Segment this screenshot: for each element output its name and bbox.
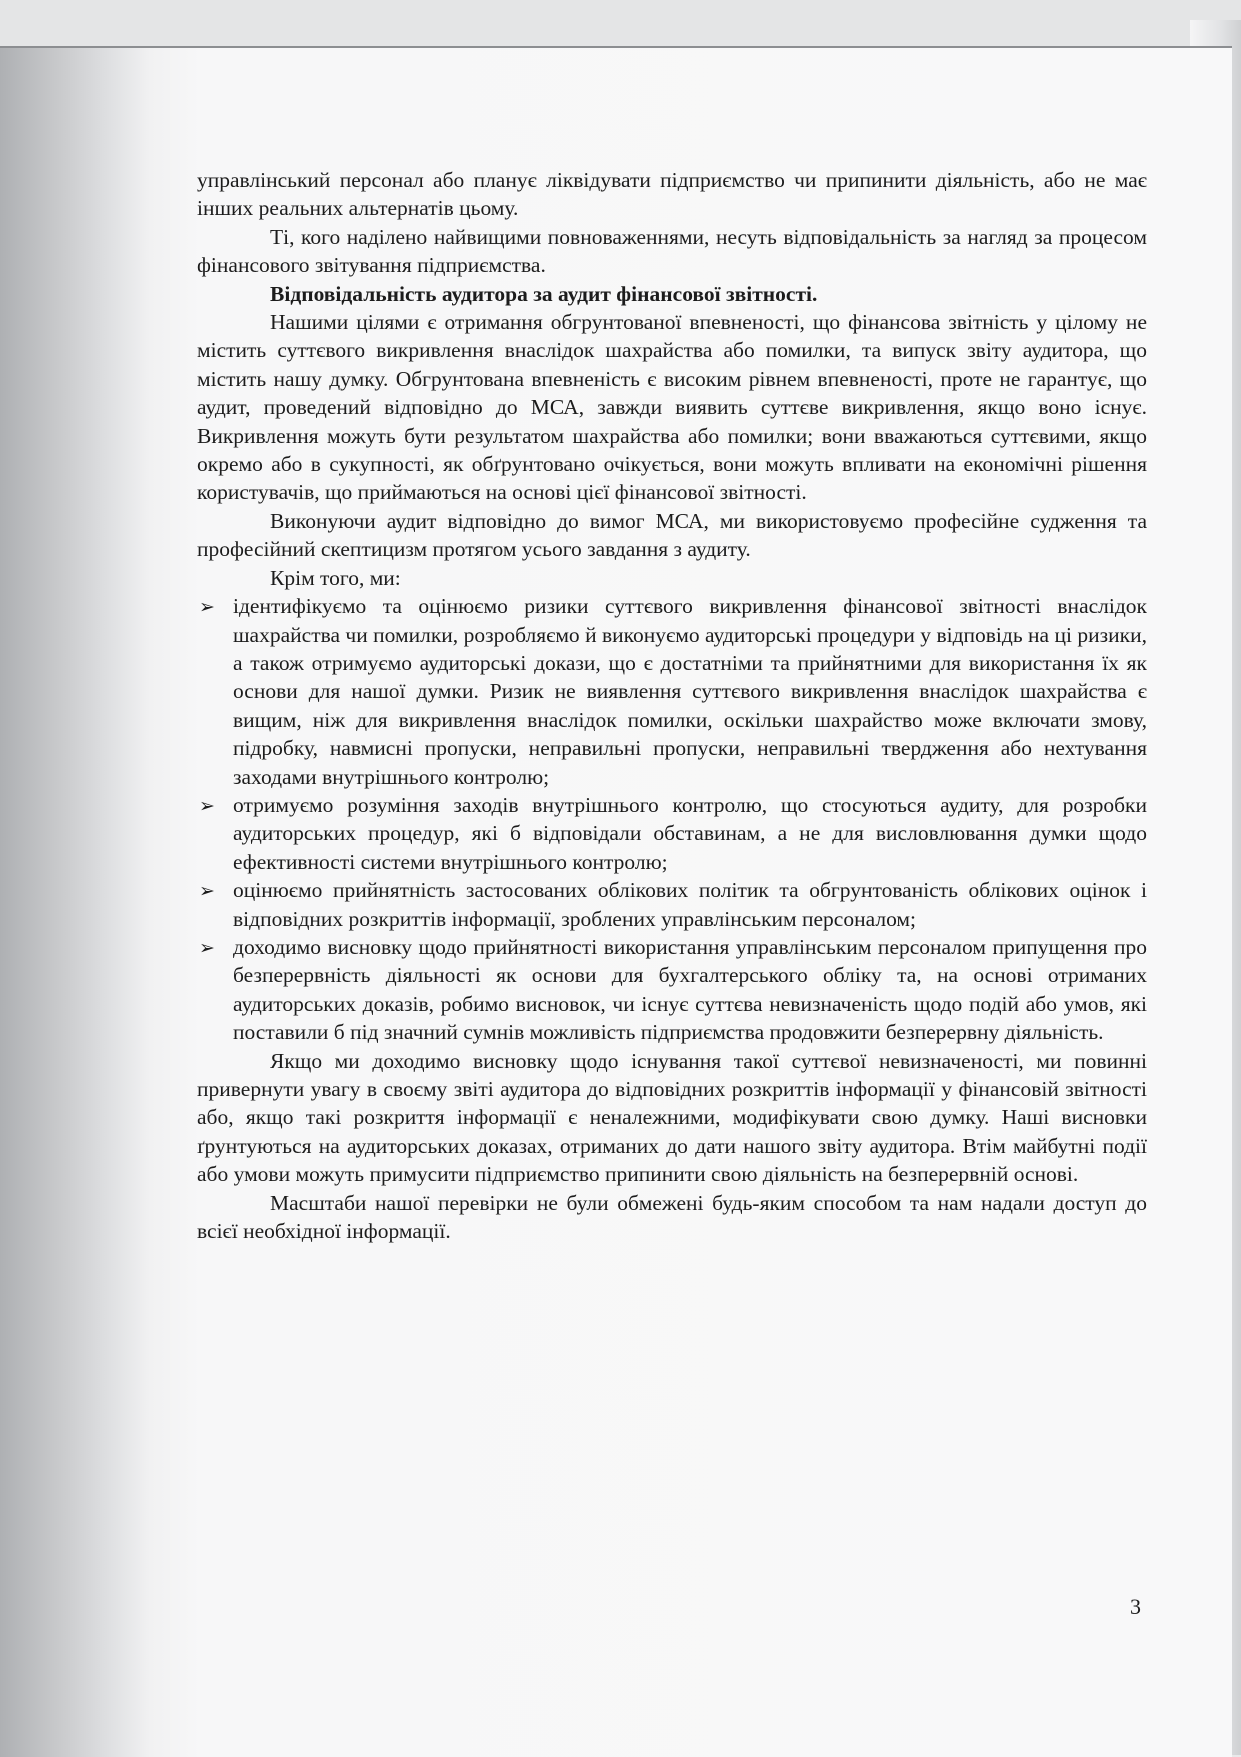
closing-paragraph-uncertainty: Якщо ми доходимо висновку щодо існування такої суттєвої невизначеності, ми повинні привернути увагу в своєму звіті аудитора до відповідних розкриттів інформації у фінансовій звітності або, якщо такі розкриття інформації є неналежними, модифікувати свою думку. Наші висновки ґрунтуються на аудиторських доказах, отриманих до дати нашого звіту аудитора. Втім майбутні події або умови можуть примусити підприємство припинити свою діяльність на безперервній основі.: [197, 1048, 1147, 1187]
list-item: [197, 933, 1147, 1047]
arrow-bullet-icon: ➢: [199, 597, 215, 619]
closing-paragraph-scope: Масштаби нашої перевірки не були обмежені будь-яким способом та нам надали доступ до всієї необхідної інформації.: [197, 1190, 1147, 1244]
list-item-text: ідентифікуємо та оцінюємо ризики суттєвого викривлення фінансової звітності внаслідок шахрайства чи помилки, розробляємо й виконуємо аудиторські процедури у відповідь на ці ризики, а також отримуємо аудиторські докази, що є достатніми та прийнятними для використання їх як основи для нашої думки. Ризик не виявлення суттєвого викривлення внаслідок шахрайства є вищим, ніж для викривлення внаслідок помилки, оскільки шахрайство може включати змову, підробку, навмисні пропуски, неправильні пропуски, неправильні твердження або нехтування заходами внутрішнього контролю;: [233, 594, 1147, 789]
body-paragraph-professional-judgement: Виконуючи аудит відповідно до вимог МСА, ми використовуємо професійне судження та професійний скептицизм протягом усього завдання з аудиту.: [197, 508, 1147, 562]
auditor-actions-list: [197, 592, 1147, 1047]
body-paragraph-objectives: Нашими цілями є отримання обгрунтованої впевненості, що фінансова звітність у цілому не містить суттєвого викривлення внаслідок шахрайства або помилки, та випуск звіту аудитора, що містить нашу думку. Обгрунтована впевненість є високим рівнем впевненості, проте не гарантує, що аудит, проведений відповідно до МСА, завжди виявить суттєве викривлення, якщо воно існує. Викривлення можуть бути результатом шахрайства або помилки; вони вважаються суттєвими, якщо окремо або в сукупності, як обґрунтовано очікується, вони можуть впливати на економічні рішення користувачів, що приймаються на основі цієї фінансової звітності.: [197, 310, 1147, 505]
arrow-bullet-icon: ➢: [199, 937, 215, 959]
list-item: [197, 876, 1147, 933]
list-item: [197, 791, 1147, 876]
document-body: [197, 166, 1147, 1245]
intro-paragraph-continuation: управлінський персонал або планує ліквідувати підприємство чи припинити діяльність, або не має інших реальних альтернатів цьому.: [197, 168, 1147, 221]
intro-paragraph-responsibility: Ті, кого наділено найвищими повноваженнями, несуть відповідальність за нагляд за процесом фінансового звітування підприємства.: [197, 224, 1147, 278]
list-item: [197, 592, 1147, 791]
section-heading: Відповідальність аудитора за аудит фінансової звітності.: [270, 281, 818, 306]
arrow-bullet-icon: ➢: [199, 795, 215, 817]
list-item-text: доходимо висновку щодо прийнятності використання управлінським персоналом припущення про безперервність діяльності як основи для бухгалтерського обліку та, на основі отриманих аудиторських доказів, робимо висновок, чи існує суттєва невизначеність щодо подій або умов, які поставили б під значний сумнів можливість підприємства продовжити безперервну діяльність.: [233, 934, 1147, 1045]
page-number: 3: [1130, 1594, 1141, 1619]
body-paragraph-in-addition: Крім того, ми:: [270, 565, 401, 590]
arrow-bullet-icon: ➢: [199, 881, 215, 903]
list-item-text: отримуємо розуміння заходів внутрішнього контролю, що стосуються аудиту, для розробки аудиторських процедур, які б відповідали обставинам, а не для висловлювання думки щодо ефективності системи внутрішнього контролю;: [233, 792, 1147, 874]
list-item-text: оцінюємо прийнятність застосованих облікових політик та обгрунтованість облікових оцінок і відповідних розкриттів інформації, зроблених управлінським персоналом;: [233, 878, 1147, 931]
